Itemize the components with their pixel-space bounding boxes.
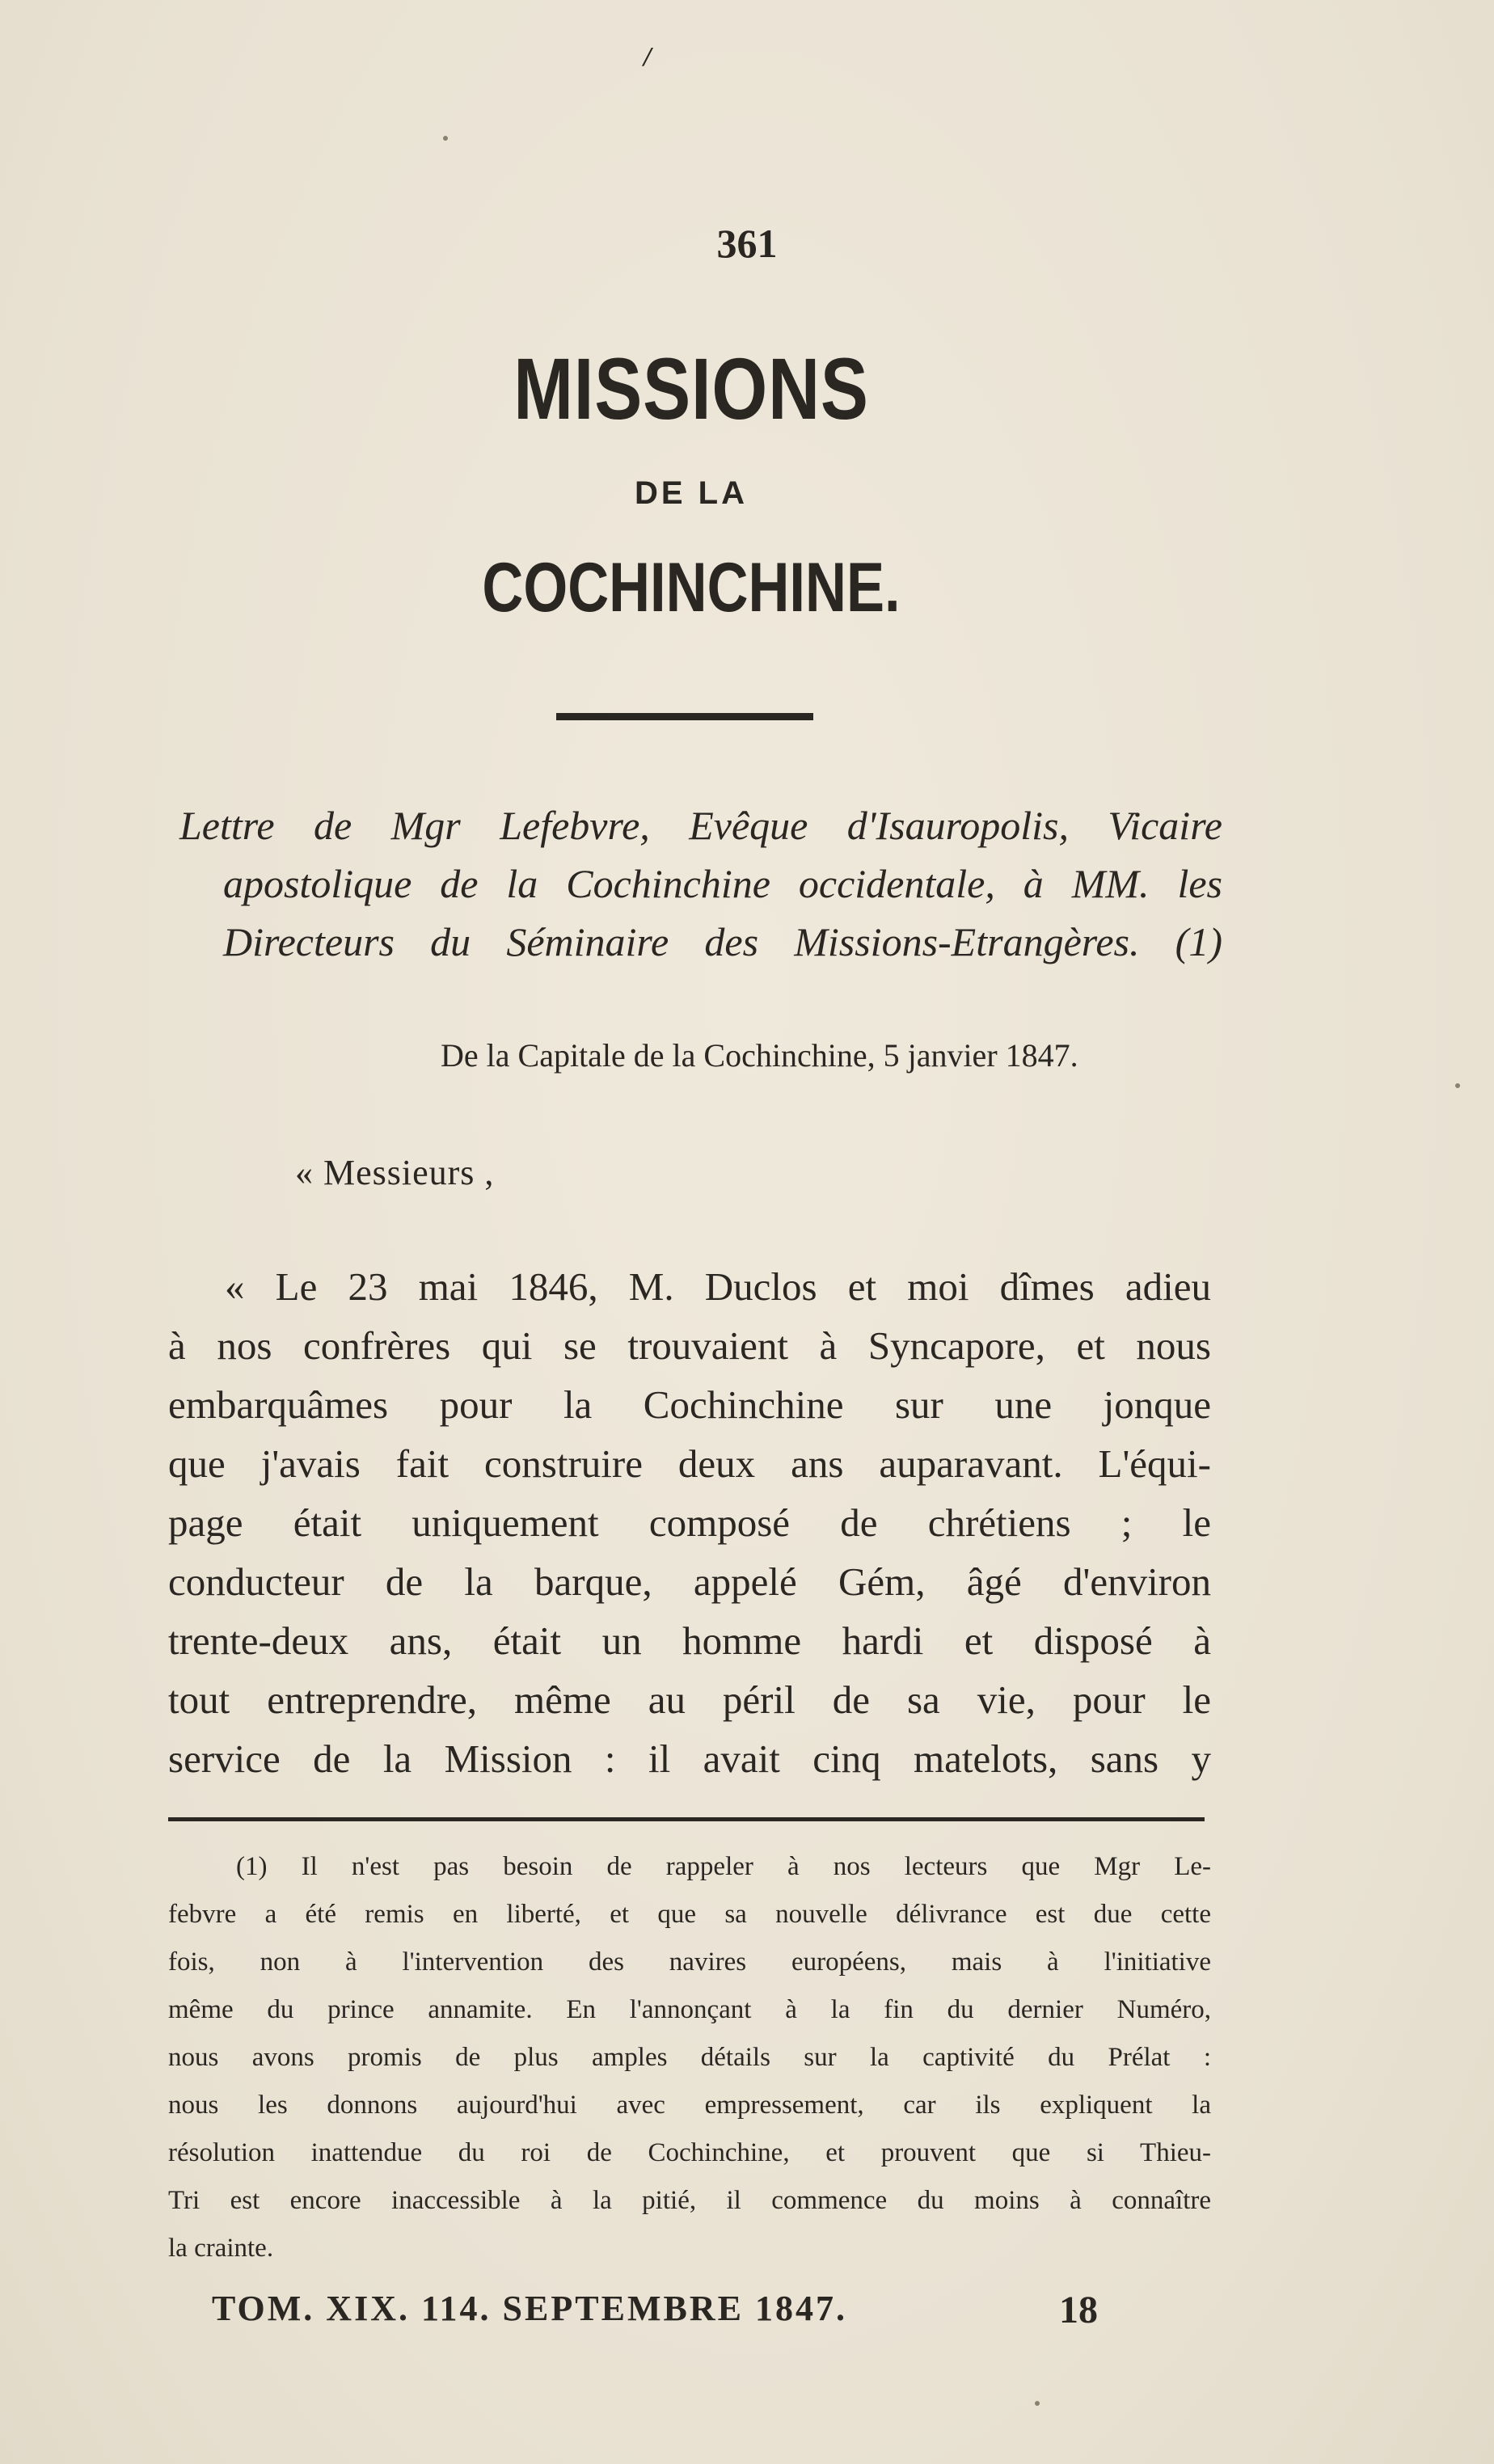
letter-heading-line: apostolique de la Cochinchine occidentale, à MM. les <box>223 861 1222 906</box>
title-cochinchine: COCHINCHINE. <box>482 549 901 627</box>
title-divider <box>556 713 813 720</box>
body-line: embarquâmes pour la Cochinchine sur une jonque <box>168 1382 1211 1427</box>
footer-signature: TOM. XIX. 114. SEPTEMBRE 1847. <box>212 2289 847 2328</box>
paper-speck <box>1035 2401 1040 2406</box>
title-de-la: DE LA <box>635 475 748 511</box>
body-line: tout entreprendre, même au péril de sa vie, pour le <box>168 1677 1211 1722</box>
letter-heading-line: Lettre de Mgr Lefebvre, Evêque d'Isauropolis, Vicaire <box>179 803 1222 848</box>
footnote-line: la crainte. <box>168 2234 274 2263</box>
top-mark: / <box>644 42 652 72</box>
footnote-divider <box>168 1817 1205 1821</box>
footnote <box>168 1843 1211 2272</box>
footnote-line: nous avons promis de plus amples détails sur la captivité du Prélat : <box>168 2043 1211 2072</box>
footnote-line: (1) Il n'est pas besoin de rappeler à nos lecteurs que Mgr Le- <box>236 1852 1211 1881</box>
footnote-line: même du prince annamite. En l'annonçant à la fin du dernier Numéro, <box>168 1995 1211 2024</box>
title-missions: MISSIONS <box>513 340 869 437</box>
body-line: page était uniquement composé de chrétiens ; le <box>168 1500 1211 1545</box>
footer-sheet-number: 18 <box>1059 2289 1098 2331</box>
body-line: service de la Mission : il avait cinq matelots, sans y <box>168 1736 1211 1781</box>
paper-speck <box>443 136 448 141</box>
body-line: à nos confrères qui se trouvaient à Syncapore, et nous <box>168 1323 1211 1368</box>
body-line: « Le 23 mai 1846, M. Duclos et moi dîmes adieu <box>225 1264 1211 1309</box>
footnote-line: fois, non à l'intervention des navires européens, mais à l'initiative <box>168 1947 1211 1977</box>
footnote-line: nous les donnons aujourd'hui avec empressement, car ils expliquent la <box>168 2091 1211 2120</box>
body-line: trente-deux ans, était un homme hardi et disposé à <box>168 1618 1211 1663</box>
body-line: que j'avais fait construire deux ans auparavant. L'équi- <box>168 1441 1211 1486</box>
letter-heading <box>179 796 1222 971</box>
page-number: 361 <box>716 221 778 266</box>
body-line: conducteur de la barque, appelé Gém, âgé d'environ <box>168 1559 1211 1604</box>
letter-body <box>168 1257 1211 1788</box>
letter-heading-line: Directeurs du Séminaire des Missions-Etrangères. (1) <box>223 919 1222 964</box>
footnote-line: febvre a été remis en liberté, et que sa nouvelle délivrance est due cette <box>168 1900 1211 1929</box>
paper-speck <box>1455 1083 1460 1088</box>
dateline: De la Capitale de la Cochinchine, 5 janvier 1847. <box>441 1037 1078 1074</box>
salutation: « Messieurs , <box>295 1153 495 1192</box>
footnote-line: Tri est encore inaccessible à la pitié, il commence du moins à connaître <box>168 2186 1211 2215</box>
footnote-line: résolution inattendue du roi de Cochinchine, et prouvent que si Thieu- <box>168 2138 1211 2167</box>
